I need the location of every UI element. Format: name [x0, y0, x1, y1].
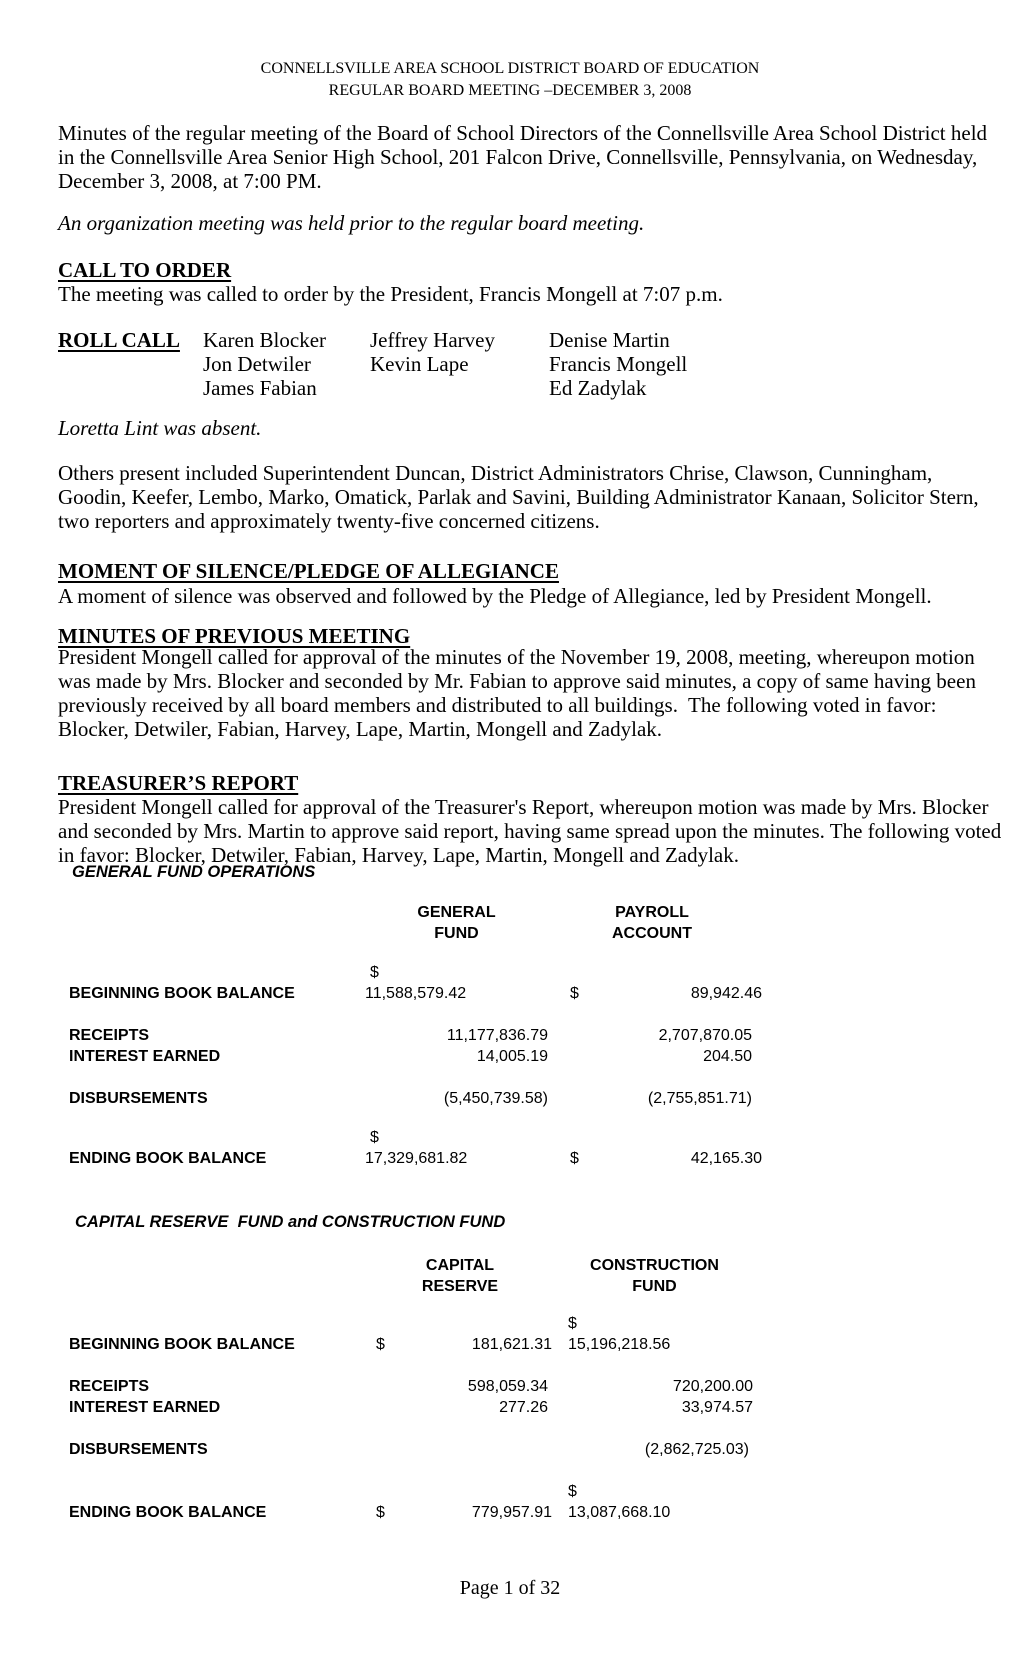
cf-receipts-row — [69, 1376, 757, 1397]
cf-header-row-1 — [69, 1255, 757, 1276]
gf-disbursements-payroll-value: (2,755,851.71) — [647, 1090, 752, 1107]
roll-call-name: Jeffrey Harvey — [370, 328, 495, 352]
others-present-line: Goodin, Keefer, Lembo, Marko, Omatick, Parlak and Savini, Building Administrator Kanaan, Solicitor Stern, — [58, 485, 979, 509]
cf-beginning-capital-value: 181,621.31 — [471, 1336, 552, 1353]
gf-beginning-payroll-cell — [556, 983, 764, 1004]
gf-ending-row — [69, 1148, 764, 1169]
cf-ending-capital-dollar: $ — [376, 1504, 385, 1521]
cf-ending-construction-value: 13,087,668.10 — [568, 1504, 671, 1521]
capital-fund-table — [69, 1255, 757, 1523]
general-fund-title: GENERAL FUND OPERATIONS — [72, 863, 316, 881]
org-meeting-note: An organization meeting was held prior to the regular board meeting. — [58, 211, 645, 235]
cf-receipts-construction-value: 720,200.00 — [672, 1378, 753, 1395]
cf-ending-dollar-sign: $ — [568, 1483, 577, 1500]
others-present-paragraph — [58, 461, 979, 533]
moment-of-silence-text: A moment of silence was observed and followed by the Pledge of Allegiance, led by President Mongell. — [58, 584, 932, 608]
previous-minutes-heading: MINUTES OF PREVIOUS MEETING — [58, 624, 411, 648]
gf-beginning-row — [69, 983, 764, 1004]
gf-receipts-row — [69, 1025, 764, 1046]
roll-call-section — [58, 328, 758, 408]
cf-disbursements-construction-value: (2,862,725.03) — [644, 1441, 749, 1458]
cf-dollar-row-ending — [69, 1481, 757, 1502]
previous-minutes-line: was made by Mrs. Blocker and seconded by Mr. Fabian to approve said minutes, a copy of same having been — [58, 669, 976, 693]
previous-minutes-line: previously received by all board members and distributed to all buildings. The following voted in favor: — [58, 693, 937, 717]
cf-receipts-label: RECEIPTS — [69, 1378, 150, 1395]
call-to-order-heading: CALL TO ORDER — [58, 258, 232, 282]
gf-interest-payroll-value: 204.50 — [703, 1048, 752, 1065]
roll-call-name: Denise Martin — [549, 328, 670, 352]
cf-header-capital-line2: RESERVE — [421, 1278, 499, 1295]
roll-call-name: Ed Zadylak — [549, 376, 647, 400]
cf-beginning-label: BEGINNING BOOK BALANCE — [69, 1336, 295, 1353]
gf-header-payroll-line1: PAYROLL — [615, 904, 689, 921]
gf-header-row-2 — [69, 923, 764, 944]
previous-minutes-paragraph — [58, 645, 976, 741]
call-to-order-text: The meeting was called to order by the President, Francis Mongell at 7:07 p.m. — [58, 282, 723, 306]
previous-minutes-line: Blocker, Detwiler, Fabian, Harvey, Lape, Martin, Mongell and Zadylak. — [58, 717, 663, 741]
cf-beginning-capital-cell — [372, 1334, 556, 1355]
gf-ending-payroll-value: 42,165.30 — [690, 1150, 762, 1167]
absent-note: Loretta Lint was absent. — [58, 416, 262, 440]
cf-ending-capital-cell — [372, 1502, 556, 1523]
roll-call-name: Francis Mongell — [549, 352, 688, 376]
doc-title-line2: REGULAR BOARD MEETING –DECEMBER 3, 2008 — [328, 82, 692, 99]
gf-receipts-payroll-value: 2,707,870.05 — [658, 1027, 752, 1044]
cf-dollar-row-beginning — [69, 1313, 757, 1334]
gf-beginning-payroll-value: 89,942.46 — [690, 985, 762, 1002]
gf-receipts-general-value: 11,177,836.79 — [446, 1027, 548, 1044]
cf-interest-row — [69, 1397, 757, 1418]
cf-ending-row — [69, 1502, 757, 1523]
gf-interest-row — [69, 1046, 764, 1067]
cf-beginning-capital-dollar: $ — [376, 1336, 385, 1353]
gf-disbursements-row — [69, 1088, 764, 1109]
roll-call-name: Kevin Lape — [370, 352, 469, 376]
cf-disbursements-row — [69, 1439, 757, 1460]
cf-ending-label: ENDING BOOK BALANCE — [69, 1504, 267, 1521]
gf-interest-general-value: 14,005.19 — [476, 1048, 548, 1065]
cf-header-row-2 — [69, 1276, 757, 1297]
gf-header-payroll-line2: ACCOUNT — [612, 925, 692, 942]
gf-disbursements-general-value: (5,450,739.58) — [443, 1090, 548, 1107]
moment-of-silence-heading: MOMENT OF SILENCE/PLEDGE OF ALLEGIANCE — [58, 559, 559, 583]
roll-call-column-2 — [370, 328, 495, 376]
roll-call-name: James Fabian — [203, 376, 317, 400]
cf-beginning-construction-value: 15,196,218.56 — [568, 1336, 671, 1353]
gf-beginning-payroll-dollar: $ — [570, 985, 579, 1002]
others-present-line: Others present included Superintendent Duncan, District Administrators Chrise, Clawson, Cunningham, — [58, 461, 933, 485]
intro-line: in the Connellsville Area Senior High School, 201 Falcon Drive, Connellsville, Pennsylvania, on Wednesday, — [58, 145, 978, 169]
gf-ending-payroll-cell — [556, 1148, 764, 1169]
roll-call-column-1 — [203, 328, 326, 400]
treasurers-report-paragraph — [58, 795, 1001, 867]
doc-header — [0, 58, 1020, 102]
cf-interest-label: INTEREST EARNED — [69, 1399, 221, 1416]
intro-line: December 3, 2008, at 7:00 PM. — [58, 169, 322, 193]
cf-beginning-dollar-sign: $ — [568, 1315, 577, 1332]
roll-call-column-3 — [549, 328, 687, 400]
intro-paragraph — [58, 121, 987, 193]
gf-interest-label: INTEREST EARNED — [69, 1048, 221, 1065]
intro-line: Minutes of the regular meeting of the Board of School Directors of the Connellsville Area School District held — [58, 121, 988, 145]
others-present-line: two reporters and approximately twenty-five concerned citizens. — [58, 509, 600, 533]
previous-minutes-line: President Mongell called for approval of the minutes of the November 19, 2008, meeting, whereupon motion — [58, 645, 975, 669]
roll-call-name: Karen Blocker — [203, 328, 327, 352]
cf-header-capital-line1: CAPITAL — [425, 1257, 495, 1274]
gf-dollar-row-beginning — [69, 962, 764, 983]
cf-disbursements-label: DISBURSEMENTS — [69, 1441, 208, 1458]
gf-ending-dollar-sign: $ — [370, 1129, 379, 1146]
gf-ending-label: ENDING BOOK BALANCE — [69, 1150, 267, 1167]
cf-ending-capital-value: 779,957.91 — [471, 1504, 552, 1521]
gf-ending-payroll-dollar: $ — [570, 1150, 579, 1167]
cf-interest-capital-value: 277.26 — [499, 1399, 548, 1416]
treasurers-report-line: President Mongell called for approval of the Treasurer's Report, whereupon motion was made by Mrs. Blocker — [58, 795, 989, 819]
treasurers-report-line: in favor: Blocker, Detwiler, Fabian, Harvey, Lape, Martin, Mongell and Zadylak. — [58, 843, 739, 867]
capital-fund-title: CAPITAL RESERVE FUND and CONSTRUCTION FUND — [75, 1213, 506, 1231]
cf-header-construction-line1: CONSTRUCTION — [590, 1257, 719, 1274]
cf-receipts-capital-value: 598,059.34 — [467, 1378, 548, 1395]
cf-beginning-row — [69, 1334, 757, 1355]
gf-header-row-1 — [69, 902, 764, 923]
doc-title-line1: CONNELLSVILLE AREA SCHOOL DISTRICT BOARD OF EDUCATION — [260, 60, 760, 77]
gf-beginning-general-value: 11,588,579.42 — [365, 985, 467, 1002]
gf-header-general-line2: FUND — [434, 925, 479, 942]
gf-beginning-label: BEGINNING BOOK BALANCE — [69, 985, 295, 1002]
cf-header-construction-line2: FUND — [632, 1278, 677, 1295]
page-footer: Page 1 of 32 — [459, 1577, 561, 1599]
roll-call-name: Jon Detwiler — [203, 352, 311, 376]
cf-interest-construction-value: 33,974.57 — [681, 1399, 753, 1416]
gf-header-general-line1: GENERAL — [417, 904, 496, 921]
treasurers-report-line: and seconded by Mrs. Martin to approve said report, having same spread upon the minutes. The following voted — [58, 819, 1002, 843]
general-fund-table — [69, 902, 764, 1169]
gf-ending-general-value: 17,329,681.82 — [365, 1150, 468, 1167]
roll-call-heading: ROLL CALL — [58, 328, 180, 352]
gf-beginning-dollar-sign: $ — [370, 964, 379, 981]
gf-receipts-label: RECEIPTS — [69, 1027, 150, 1044]
gf-dollar-row-ending — [69, 1127, 764, 1148]
treasurers-report-heading: TREASURER’S REPORT — [58, 771, 299, 795]
gf-disbursements-label: DISBURSEMENTS — [69, 1090, 208, 1107]
